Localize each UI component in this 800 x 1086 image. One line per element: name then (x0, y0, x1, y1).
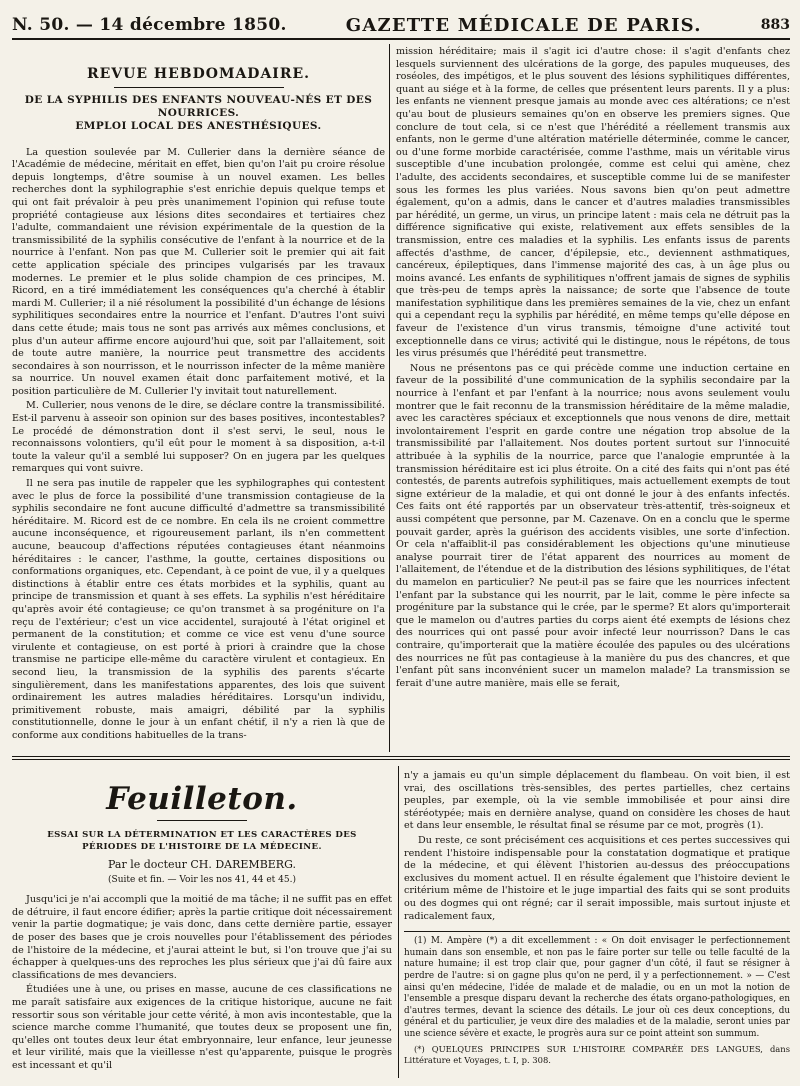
essay-title: ESSAI SUR LA DÉTERMINATION ET LES CARACTÈRES DES PÉRIODES DE L'HISTOIRE DE LA MÉDECINE. (47, 830, 357, 852)
paragraph: mission héréditaire; mais il s'agit ici d'autre chose: il s'agit d'enfants chez lesquels surviennent des ulcérations de la gorge, des papules muqueuses, des roséoles, des impétigos, et le plus souvent des lésions syphilitiques différentes, quant au siége et à la forme, de celles que présentent leurs parents. Il y a plus: les enfants ne viennent presque jamais au monde avec ces altérations; ce n'est qu'au bout de plusieurs semaines qu'on en observe les premiers signes. Que conclure de tout cela, si ce n'est que l'hérédité a réellement transmis aux enfants, non le germe d'une altération matérielle déterminée, comme le cancer, ou d'une forme morbide caractérisée, comme l'asthme, mais un véritable virus susceptible d'une incubation prolongée, comme est celui qui amène, chez l'adulte, des accidents secondaires, et susceptible comme lui de se manifester sous les formes les plus variées. Nous savons bien qu'on peut admettre également, qu'on a admis, dans le cancer et d'autres maladies transmissibles par hérédité, un germe, un virus, un principe latent : mais cela ne détruit pas la différence significative qui existe, relativement aux effets sensibles de la transmission, entre ces maladies et la syphilis. Les enfants issus de parents affectés d'asthme, de cancer, d'épilepsie, etc., deviennent asthmatiques, cancéreux, épileptiques, dans l'immense majorité des cas, à un âge plus ou moins avancé. Les enfants de syphilitiques n'offrent jamais de signes de syphilis que très-peu de temps après la naissance; de sorte que l'absence de toute manifestation syphilitique dans les premières semaines de la vie, chez un enfant qui a cependant reçu la syphilis par hérédité, en même temps qu'elle dépose en faveur de l'existence d'un virus transmis, témoigne d'une activité tout exceptionnelle dans ce virus; activité qui le distingue, nous le répétons, de tous les virus présumés que l'hérédité peut transmettre. (396, 46, 790, 360)
sub-footnote (404, 1044, 790, 1066)
footnote (404, 931, 790, 1040)
paragraph: M. Cullerier, nous venons de le dire, se déclare contre la transmissibilité. Est-il parvenu à asseoir son opinion sur des bases positives, incontestables? Le procédé de démonstration dont il s'est servi, le seul, nous le reconnaissons volontiers, qu'il eût pour le moment à sa disposition, a-t-il toute la valeur qu'il a semblé lui supposer? On en jugera par les quelques remarques qui vont suivre. (12, 400, 385, 475)
section-separator (12, 756, 790, 760)
revue-subtitle-line-1: DE LA SYPHILIS DES ENFANTS NOUVEAU-NÉS ET DES NOURRICES. (24, 93, 373, 119)
masthead (12, 12, 790, 40)
feuilleton-heading: Feuilleton. (106, 781, 298, 817)
page-number: 883 (760, 17, 790, 33)
paragraph: La question soulevée par M. Cullerier dans la dernière séance de l'Académie de médecine, méritait en effet, bien qu'on l'ait pu croire résolue depuis longtemps, d'être soumise à un nouvel examen. Les belles recherches dont la syphilographie s'est enrichie depuis quelque temps et qui ont fait prévaloir à peu près unanimement l'opinion qui refuse toute propriété contagieuse aux lésions dites secondaires et tertiaires chez l'adulte, commandaient une révision expérimentale de la question de la transmissibilité de la syphilis consécutive de l'enfant à la nourrice et de la nourrice à l'enfant. Non pas que M. Cullerier soit le premier qui ait fait cette application spéciale des principes vulgarisés par les travaux modernes. Le premier et le plus solide champion de ces principes, M. Ricord, en a tiré immédiatement les conséquences qu'a cherché à établir mardi M. Cullerier; il a nié résolument la possibilité d'un échange de lésions syphilitiques secondaires entre la nourrice et l'enfant. D'autres l'ont suivi dans cette étude; mais tous ne sont pas arrivés aux mêmes conclusions, et plus d'un auteur affirme encore aujourd'hui que, soit par l'allaitement, soit de toute autre manière, la nourrice peut transmettre des accidents secondaires à son nourrisson, et le nourrisson infecter de la même manière sa nourrice. Un nouvel examen était donc parfaitement motivé, et la position particulière de M. Cullerier l'y invitait tout naturellement. (12, 146, 385, 397)
feuilleton-right-column (404, 770, 790, 1076)
heading-rule (157, 820, 247, 821)
journal-title: GAZETTE MÉDICALE DE PARIS. (345, 14, 702, 36)
sub-footnote-text: (*) QUELQUES PRINCIPES SUR L'HISTOIRE COMPARÉE DES LANGUES, dans Littérature et Voyages, t. I, p. 308. (404, 1044, 790, 1066)
revue-subtitle (12, 94, 385, 133)
revue-left-column (12, 46, 385, 752)
column-divider-top (389, 44, 390, 752)
paragraph: Du reste, ce sont précisément ces acquisitions et ces pertes successives qui rendent l'histoire indispensable pour la constatation dogmatique et pratique de la médecine, et qui élèvent l'historien au-dessus des préoccupations exclusives du moment actuel. Il en résulte également que l'histoire devient le critérium même de l'histoire et le juge impartial des faits qui se sont produits ou des dogmes qui ont régné; car il serait impossible, mais surtout injuste et radicalement faux, (404, 834, 790, 922)
author-byline: Par le docteur CH. DAREMBERG. (108, 858, 296, 871)
revue-right-column (396, 46, 790, 752)
continuation-note: (Suite et fin. — Voir les nos 41, 44 et 45.) (108, 874, 296, 885)
footnote-text: (1) M. Ampère (*) a dit excellemment : « On doit envisager le perfectionnement humain dans son ensemble, et non pas le faire porter sur telle ou telle faculté de la nature humaine; il est trop clair que, pour gagner d'un côté, il faut se résigner à perdre de l'autre: si on gagne plus qu'on ne perd, il y a perfectionnement. » — C'est ainsi qu'en médecine, l'idée de malade et de maladie, ou en un mot la notion de l'ensemble a presque disparu devant la recherche des états organo-pathologiques, en d'autres termes, devant la science des détails. Le jour où ces deux conceptions, du général et du particulier, je veux dire des maladies et de la maladie, seront unies par une science sévère et exacte, le progrès aura sur ce point atteint son summum. (404, 936, 790, 1039)
paragraph: Nous ne présentons pas ce qui précède comme une induction certaine en faveur de la possibilité d'une communication de la syphilis secondaire par la nourrice à l'enfant et par l'enfant à la nourrice; nous avons seulement voulu montrer que le fait reconnu de la transmission héréditaire de la même maladie, avec les caractères spéciaux et exceptionnels que nous venons de dire, mettait involontairement l'esprit en garde contre une négation trop absolue de la transmissibilité par l'allaitement. Nos doutes portent surtout sur l'innocuité attribuée à la syphilis de la nourrice, parce que l'analogie empruntée à la transmission héréditaire est ici plus étroite. On a cité des faits qui n'ont pas été contestés, de parents autrefois syphilitiques, mais actuellement exempts de tout signe extérieur de la maladie, et qui ont donné le jour à des enfants infectés. Ces faits ont été rapportés par un observateur très-attentif, très-soigneux et aussi compétent que personne, par M. Cazenave. On en a conclu que le sperme pouvait garder, après la guérison des accidents visibles, une sorte d'infection. Or cela n'affaiblit-il pas considérablement les objections qu'une minutieuse analyse pourrait tirer de l'état apparent des nourrices au moment de l'allaitement, de l'étendue et de la distribution des lésions syphilitiques, de l'état du mamelon en particulier? Ne peut-il pas se faire que les nourrices infectent l'enfant par la substance qui les nourrit, par le lait, comme le père infecte sa progéniture par la substance qui le crée, par le sperme? Et alors qu'importerait que le mamelon ou d'autres parties du corps aient été exempts de lésions chez des nourrices qui ont passé pour avoir infecté leur nourrisson? Dans le cas contraire, qu'importerait que la matière écoulée des papules ou des ulcérations des nourrices ne fût pas contagieuse à la manière du pus des chancres, et que l'enfant pût sans inconvénient sucer un mamelon malade? La transmission se ferait d'une autre manière, mais elle se ferait, (396, 362, 790, 689)
revue-title: REVUE HEBDOMADAIRE. (86, 66, 311, 82)
revue-subtitle-line-2: EMPLOI LOCAL DES ANESTHÉSIQUES. (75, 119, 322, 132)
issue-date: N. 50. — 14 décembre 1850. (12, 15, 287, 35)
paragraph: Jusqu'ici je n'ai accompli que la moitié de ma tâche; il ne suffit pas en effet de détruire, il faut encore édifier; après la partie critique doit nécessairement venir la partie dogmatique; je vais donc, dans cette dernière partie, essayer de poser des bases que je crois nouvelles pour l'établissement des périodes de l'histoire de la médecine, et j'aurai atteint le but, si l'on trouve que j'ai su échapper à quelques-uns des reproches les plus sérieux que j'ai dû faire aux classifications de mes devanciers. (12, 894, 392, 981)
paragraph: Il ne sera pas inutile de rappeler que les syphilographes qui contestent avec le plus de force la possibilité d'une transmission contagieuse de la syphilis secondaire ne font aucune difficulté d'admettre sa transmissibilité héréditaire. M. Ricord est de ce nombre. En cela ils ne croient commettre aucune inconséquence, et rigoureusement parlant, ils n'en commettent aucune, beaucoup d'affections réputées contagieuses étant néanmoins héréditaires : le cancer, l'asthme, la goutte, certaines dispositions ou conformations organiques, etc. Cependant, à ce point de vue, il y a quelques distinctions à établir entre ces états morbides et la syphilis, quant au principe de transmission et quant à ses effets. La syphilis n'est héréditaire qu'après avoir été contagieuse; ce qu'on transmet à sa progéniture on l'a reçu de l'extérieur; c'est un vice accidentel, surajouté à l'état originel et permanent de la constitution; et comme ce vice est venu d'une source virulente et contagieuse, on est porté à priori à craindre que la chose transmise ne participe elle-même du caractère virulent et contagieux. En second lieu, la transmission de la syphilis des parents s'écarte singulièrement, dans les manifestations apparentes, des lois que suivent ordinairement les autres maladies héréditaires. Lorsqu'un individu, primitivement robuste, mais amaigri, débilité par la syphilis constitutionnelle, donne le jour à un enfant chétif, il n'y a rien là que de conforme aux conditions habituelles de la trans- (12, 478, 385, 741)
paragraph: n'y a jamais eu qu'un simple déplacement du flambeau. On voit bien, il est vrai, des oscillations très-sensibles, des pertes partielles, chez certains peuples, par exemple, où la vie semble immobilisée et pour ainsi dire stéréotypée; mais en dernière analyse, quand on considère les choses de haut et dans leur ensemble, le résultat final se résume par ce mot, progrès (1). (404, 770, 790, 832)
title-rule (114, 87, 284, 88)
feuilleton-left-column (12, 770, 392, 1076)
paragraph: Étudiées une à une, ou prises en masse, aucune de ces classifications ne me paraît satisfaire aux exigences de la critique historique, aucune ne fait ressortir sous son véritable jour cette vérité, à mon avis incontestable, que la science marche comme l'humanité, que toutes deux se proposent une fin, qu'elles ont toutes deux leur état embryonnaire, leur enfance, leur jeunesse et leur virilité, mais que la vieillesse n'est qu'apparente, puisque le progrès est incessant et qu'il (12, 984, 392, 1071)
column-divider-bottom (398, 766, 399, 1078)
